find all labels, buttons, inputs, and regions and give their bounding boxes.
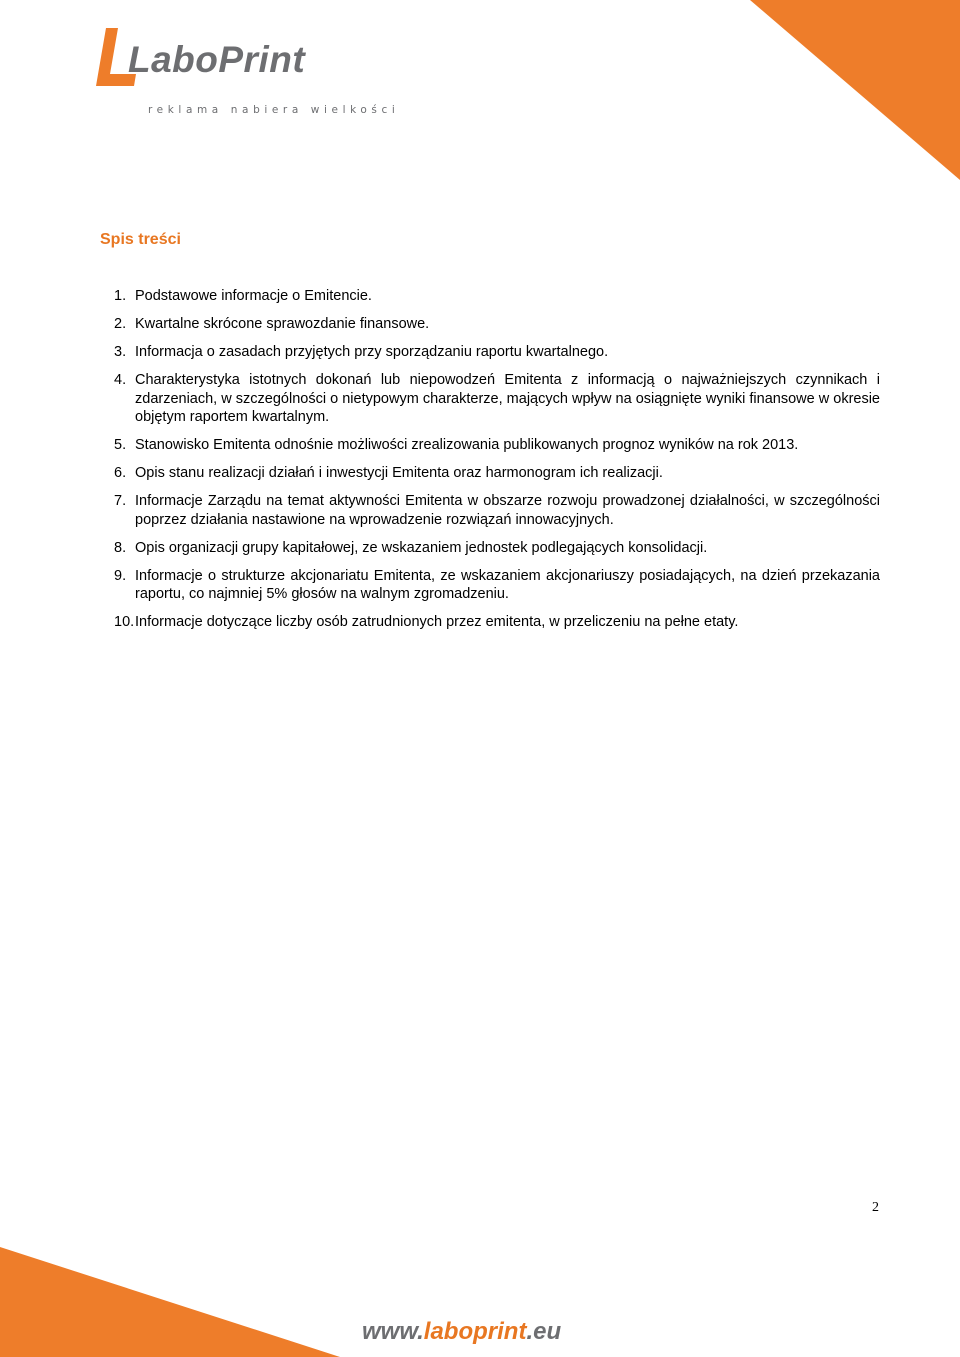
toc-item-number: 9. — [114, 567, 127, 584]
toc-item-number: 8. — [114, 539, 127, 556]
toc-heading: Spis treści — [100, 231, 181, 248]
toc-item-number: 6. — [114, 465, 127, 481]
toc-item-3 — [100, 343, 880, 362]
toc-item-number: 3. — [114, 344, 127, 360]
company-logo — [88, 24, 400, 116]
toc-item-number: 10. — [114, 614, 135, 630]
toc-item-text: Podstawowe informacje o Emitencie. — [135, 288, 372, 304]
toc-item-text: Charakterystyka istotnych dokonań lub niepowodzeń Emitenta z informacją o najważniejszych czynnikach i zdarzeniach, w szczególności o nietypowym charakterze, mających wpływ na osiągnięte wyniki finansowe w okresie objętym raportem kwartalnym. — [135, 372, 880, 425]
logo-wordmark: LaboPrint — [128, 39, 306, 80]
toc-item-number: 1. — [114, 288, 127, 304]
page-number: 2 — [872, 1200, 879, 1215]
toc-item-5 — [100, 436, 880, 455]
toc-item-number: 2. — [114, 316, 127, 332]
toc-item-9 — [100, 567, 880, 604]
toc-item-text: Opis organizacji grupy kapitałowej, ze wskazaniem jednostek podlegających konsolidacji. — [135, 539, 708, 556]
toc-item-4 — [100, 371, 880, 427]
corner-decoration-top-right — [700, 0, 960, 180]
toc-item-text: Stanowisko Emitenta odnośnie możliwości zrealizowania publikowanych prognoz wyników na rok 2013. — [135, 437, 799, 453]
toc-item-2 — [100, 315, 880, 334]
toc-item-10 — [100, 613, 880, 632]
toc-item-text: Informacja o zasadach przyjętych przy sporządzaniu raportu kwartalnego. — [135, 344, 609, 360]
toc-item-text: Opis stanu realizacji działań i inwestycji Emitenta oraz harmonogram ich realizacji. — [135, 465, 663, 481]
toc-item-text: Informacje Zarządu na temat aktywności Emitenta w obszarze rozwoju prowadzonej działalności, w szczególności poprzez działania nastawione na wprowadzenie rozwiązań innowacyjnych. — [135, 493, 880, 528]
logo-tagline: reklama nabiera wielkości — [148, 104, 400, 116]
toc-item-6 — [100, 464, 880, 483]
toc-item-text: Kwartalne skrócone sprawozdanie finansowe. — [135, 316, 430, 332]
toc-item-8 — [100, 539, 880, 558]
toc-item-number: 7. — [114, 493, 127, 509]
footer-url-brand: laboprint — [423, 1318, 527, 1345]
footer-url-suffix: .eu — [526, 1318, 562, 1345]
corner-decoration-bottom-left — [0, 1247, 340, 1357]
footer-website — [362, 1318, 561, 1346]
footer-url-prefix: www. — [362, 1318, 424, 1345]
toc-item-1 — [100, 287, 880, 306]
toc-item-number: 4. — [114, 372, 127, 388]
toc-list — [100, 287, 880, 632]
toc-item-number: 5. — [114, 437, 127, 453]
toc-item-text: Informacje dotyczące liczby osób zatrudnionych przez emitenta, w przeliczeniu na pełne etaty. — [135, 614, 739, 630]
toc-item-text: Informacje o strukturze akcjonariatu Emitenta, ze wskazaniem akcjonariuszy posiadających, na dzień przekazania raportu, co najmniej 5% głosów na walnym zgromadzeniu. — [135, 567, 880, 602]
toc-item-7 — [100, 492, 880, 529]
